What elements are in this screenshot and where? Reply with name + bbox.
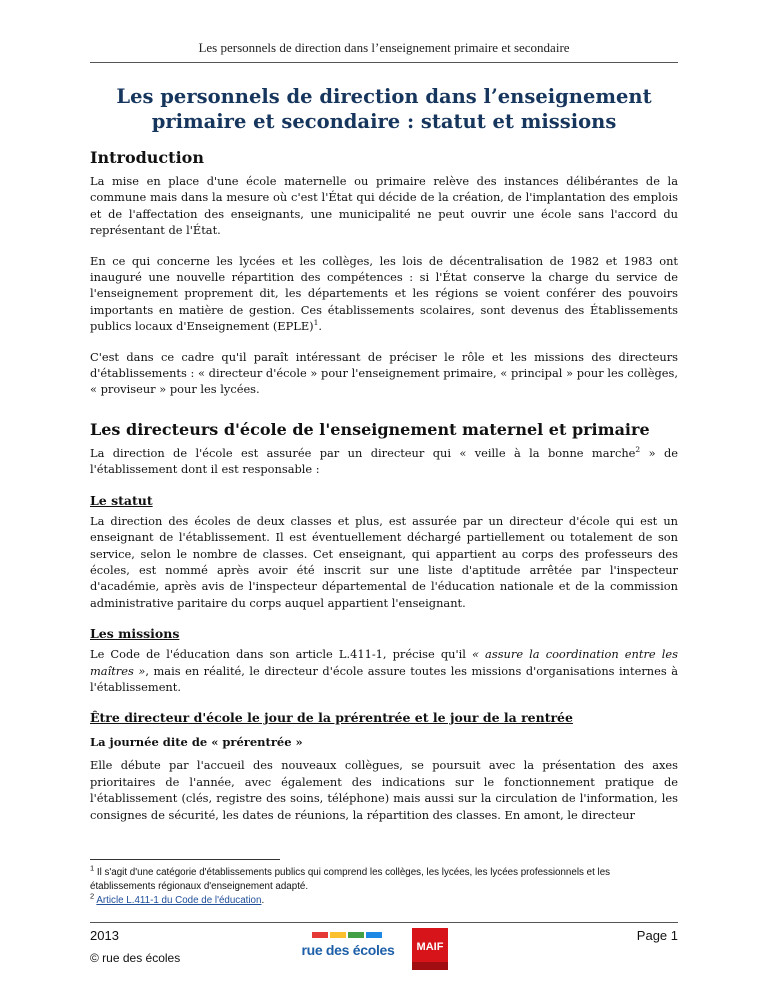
rue-des-ecoles-logo-text: rue des écoles [301, 942, 395, 958]
footnote-divider [90, 859, 280, 860]
intro-paragraph-1: La mise en place d'une école maternelle ou primaire relève des instances délibérantes de la commune mais dans la mesure où c'est l'État qui décide de la création, de l'implantation des emplois et de l'affectation des enseignants, une municipalité ne peut ouvrir une école sans l'accord du représentant de l'État. [90, 174, 678, 238]
prerentree-paragraph: Elle débute par l'accueil des nouveaux collègues, se poursuit avec la présentation des axes prioritaires de l'année, avec également des indications sur le fonctionnement pratique de l'établissement (clés, registre des soins, téléphone) mais aussi sur la circulation de l'information, les consignes de sécurité, les dates de réunions, la répartition des classes. En amont, le directeur [90, 758, 678, 822]
rue-des-ecoles-logo-bars [312, 930, 384, 940]
footnote-1 [90, 863, 678, 894]
maif-logo-text: MAIF [416, 941, 444, 953]
missions-heading: Les missions [90, 626, 180, 642]
footer-year: 2013 [90, 928, 119, 943]
footnote-1-text: Il s'agit d'une catégorie d'établissements publics qui comprend les collèges, les lycées, les lycées professionnels et les établissements régionaux d'enseignement adapté. [90, 867, 611, 892]
intro-paragraph-2 [90, 253, 678, 335]
lead-text-b: » de l'établissement dont il est responsable : [90, 445, 678, 477]
missions-text-b: , mais en réalité, le directeur d'école assure toutes les missions d'organisations internes à l'établissement. [90, 663, 678, 694]
footnote-2-mark: 2 [90, 891, 95, 901]
intro-heading: Introduction [90, 148, 204, 167]
maif-logo [412, 928, 448, 970]
statut-heading: Le statut [90, 492, 153, 508]
footnote-ref-1[interactable]: 1 [313, 318, 319, 328]
intro-paragraph-2-text: En ce qui concerne les lycées et les collèges, les lois de décentralisation de 1982 et 1983 ont inauguré une nouvelle répartition des compétences : si l'État conserve la charge du service de l'enseignement proprement dit, les départements et les régions se voient conférer des pouvoirs importants en matière de gestion. Ces établissements scolaires, sont devenus des Établissements publics locaux d'Enseignement (EPLE) [90, 253, 678, 334]
footnote-1-mark: 1 [90, 863, 95, 873]
missions-text-a: Le Code de l'éducation dans son article L.411-1, précise qu'il [90, 647, 472, 662]
intro-paragraph-2-end: . [318, 319, 323, 334]
footnotes [90, 863, 678, 908]
missions-quote: « assure la coordination entre les maîtres » [90, 647, 678, 678]
page-content [90, 84, 678, 837]
page-number: Page 1 [636, 928, 678, 943]
footer-copyright: © rue des écoles [90, 951, 181, 965]
lead-text-a: La direction de l'école est assurée par un directeur qui « veille à la bonne marche [90, 445, 636, 460]
running-header: Les personnels de direction dans l’enseignement primaire et secondaire [198, 40, 570, 55]
intro-paragraph-3: C'est dans ce cadre qu'il paraît intéressant de préciser le rôle et les missions des directeurs d'établissements : « directeur d'école » pour l'enseignement primaire, « principal » pour les collèges, « proviseur » pour les lycées. [90, 349, 678, 397]
footnote-2-link[interactable]: Article L.411-1 du Code de l'éducation [96, 895, 262, 906]
footnote-2-end: . [261, 895, 265, 906]
prerentree-heading: La journée dite de « prérentrée » [90, 735, 303, 750]
footnote-ref-2[interactable]: 2 [635, 445, 641, 455]
section-directeurs-heading: Les directeurs d'école de l'enseignement maternel et primaire [90, 419, 650, 439]
footer-divider [90, 922, 678, 923]
section-directeurs-lead [90, 445, 678, 478]
footnote-2 [90, 891, 678, 908]
rue-des-ecoles-logo [300, 930, 396, 966]
header-divider [90, 62, 678, 63]
rentree-heading: Être directeur d'école le jour de la prérentrée et le jour de la rentrée [90, 710, 573, 726]
statut-paragraph: La direction des écoles de deux classes et plus, est assurée par un directeur d'école qui est un enseignant de l'établissement. Il est éventuellement déchargé partiellement ou totalement de son service, selon le nombre de classes. Cet enseignant, qui appartient au corps des professeurs des écoles, est nommé après avoir été inscrit sur une liste d'aptitude arrêtée par l'inspecteur d'académie, après avis de l'inspecteur départemental de l'éducation nationale et de la commission administrative paritaire du corps auquel appartient l'enseignant. [90, 513, 678, 610]
missions-paragraph [90, 646, 678, 695]
document-title: Les personnels de direction dans l’enseignement primaire et secondaire : statut et missions [116, 85, 652, 133]
